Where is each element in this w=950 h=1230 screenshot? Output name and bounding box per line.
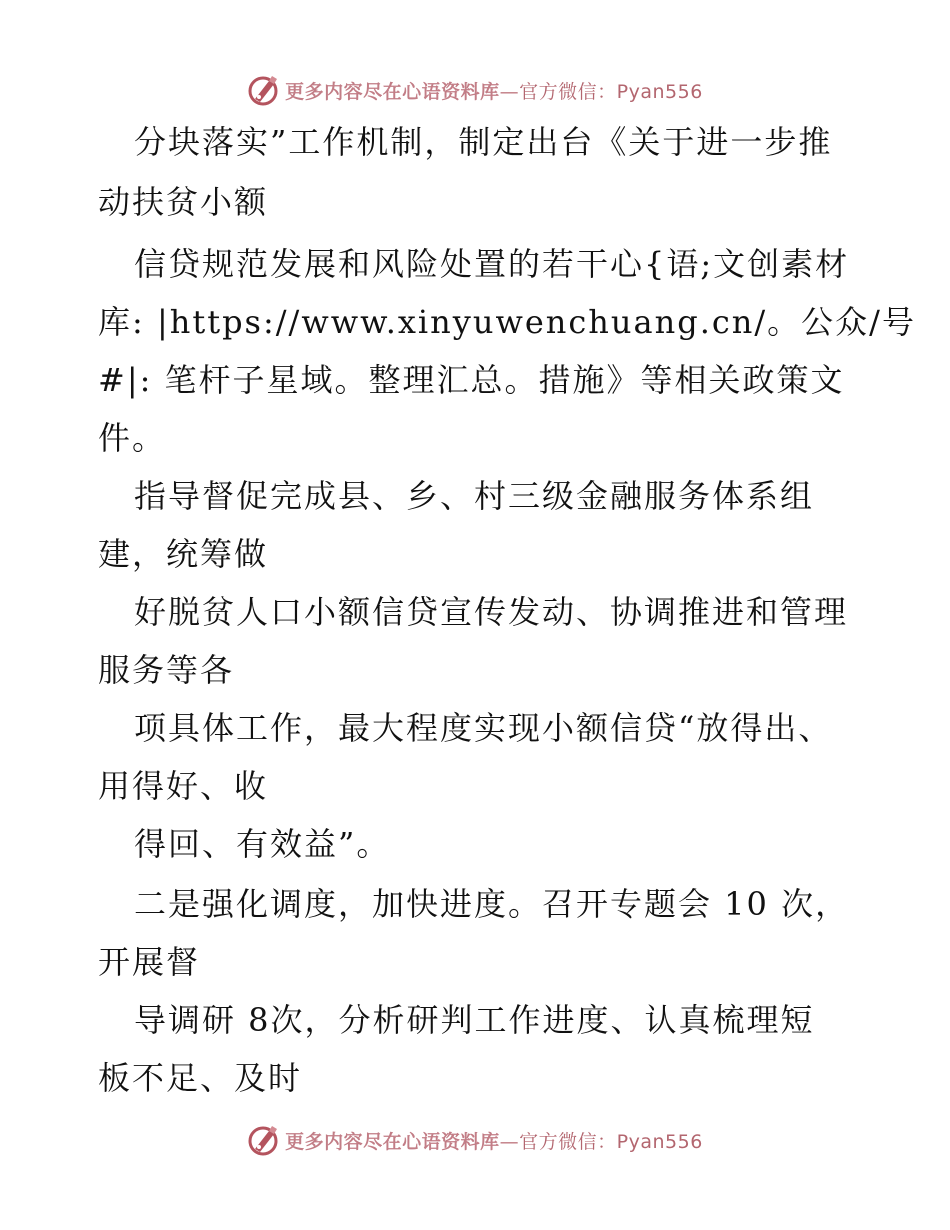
footer-brand-text: 更多内容尽在心语资料库 (285, 1130, 500, 1153)
body-line: #|: 笔杆子星域。整理汇总。措施》等相关政策文 (98, 361, 845, 399)
body-line: 好脱贫人口小额信贷宣传发动、协调推进和管理 (134, 593, 849, 631)
footer-wechat-text: 官方微信：Pyan556 (519, 1130, 703, 1153)
header-brand-text: 更多内容尽在心语资料库 (285, 80, 500, 103)
body-line: 建，统筹做 (98, 535, 269, 573)
header-separator: — (499, 80, 520, 103)
body-line: 服务等各 (98, 651, 235, 689)
body-line: 指导督促完成县、乡、村三级金融服务体系组 (134, 477, 815, 515)
body-line: 导调研 8次，分析研判工作进度、认真梳理短 (134, 1001, 815, 1039)
body-line: 项具体工作，最大程度实现小额信贷“放得出、 (134, 709, 833, 747)
header-wechat-text: 官方微信：Pyan556 (519, 80, 703, 103)
pen-circle-logo-icon (247, 73, 281, 107)
body-line: 库: |https://www.xinyuwenchuang.cn/。公众/号 (98, 303, 916, 341)
body-line: 动扶贫小额 (98, 183, 269, 221)
body-line: 用得好、收 (98, 767, 269, 805)
body-line: 板不足、及时 (98, 1059, 303, 1097)
body-line: 得回、有效益”。 (134, 825, 391, 863)
pen-circle-logo-icon (247, 1123, 281, 1157)
body-line: 开展督 (98, 943, 201, 981)
body-line: 件。 (98, 419, 167, 457)
body-line: 分块落实”工作机制，制定出台《关于进一步推 (134, 123, 833, 161)
footer-banner (0, 1120, 950, 1160)
header-banner-text (285, 77, 703, 104)
footer-banner-text (285, 1127, 703, 1154)
body-line: 信贷规范发展和风险处置的若干心{语;文创素材 (134, 245, 850, 283)
footer-separator: — (499, 1130, 520, 1153)
header-banner (0, 70, 950, 110)
body-line: 二是强化调度，加快进度。召开专题会 10 次， (134, 885, 850, 923)
